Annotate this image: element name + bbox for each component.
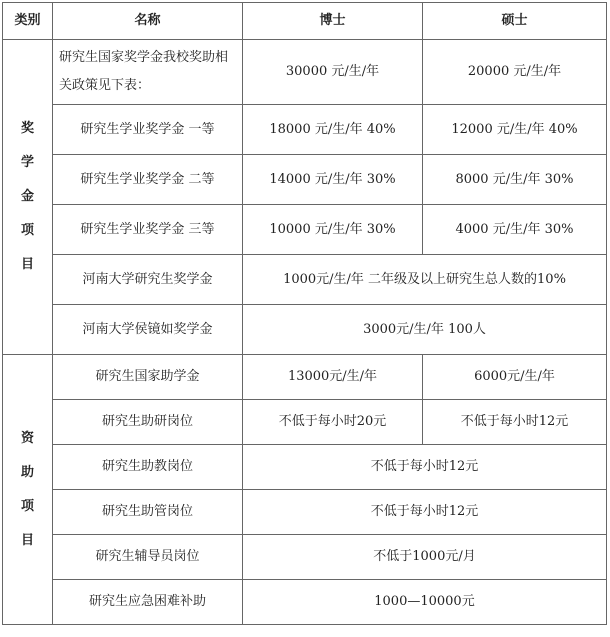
item-name: 研究生辅导员岗位 — [53, 535, 243, 580]
table-row — [3, 355, 607, 400]
item-name: 研究生学业奖学金 二等 — [53, 155, 243, 205]
table-row — [3, 40, 607, 105]
header-master: 硕士 — [423, 3, 607, 40]
table-row — [3, 255, 607, 305]
category-char: 助 — [20, 464, 34, 480]
category-char: 目 — [20, 532, 34, 548]
category-char: 项 — [20, 498, 34, 514]
category-aid — [3, 355, 53, 625]
item-name: 研究生应急困难补助 — [53, 580, 243, 625]
item-name: 河南大学侯镜如奖学金 — [53, 305, 243, 355]
category-scholarship — [3, 40, 53, 355]
category-char: 奖 — [20, 121, 34, 136]
item-name: 研究生学业奖学金 三等 — [53, 205, 243, 255]
header-row — [3, 3, 607, 40]
master-value: 8000 元/生/年 30% — [423, 155, 607, 205]
table-row — [3, 535, 607, 580]
merged-value: 1000—10000元 — [243, 580, 607, 625]
phd-value: 30000 元/生/年 — [243, 40, 423, 105]
table-row — [3, 105, 607, 155]
item-name: 研究生助研岗位 — [53, 400, 243, 445]
category-char: 资 — [20, 430, 34, 446]
header-category: 类别 — [3, 3, 53, 40]
header-phd: 博士 — [243, 3, 423, 40]
master-value: 6000元/生/年 — [423, 355, 607, 400]
master-value: 20000 元/生/年 — [423, 40, 607, 105]
merged-value: 不低于每小时12元 — [243, 490, 607, 535]
table-row — [3, 155, 607, 205]
phd-value: 18000 元/生/年 40% — [243, 105, 423, 155]
item-name: 河南大学研究生奖学金 — [53, 255, 243, 305]
scholarship-aid-table-container — [2, 2, 607, 625]
item-name: 研究生助教岗位 — [53, 445, 243, 490]
category-char: 目 — [20, 257, 34, 272]
item-name: 研究生学业奖学金 一等 — [53, 105, 243, 155]
phd-value: 10000 元/生/年 30% — [243, 205, 423, 255]
table-row — [3, 205, 607, 255]
category-char: 项 — [20, 223, 34, 238]
merged-value: 3000元/生/年 100人 — [243, 305, 607, 355]
item-name: 研究生助管岗位 — [53, 490, 243, 535]
merged-value: 不低于每小时12元 — [243, 445, 607, 490]
item-name: 研究生国家助学金 — [53, 355, 243, 400]
category-char: 学 — [20, 155, 34, 170]
table-row — [3, 490, 607, 535]
phd-value: 14000 元/生/年 30% — [243, 155, 423, 205]
merged-value: 不低于1000元/月 — [243, 535, 607, 580]
scholarship-aid-table — [2, 2, 607, 625]
table-row — [3, 580, 607, 625]
phd-value: 不低于每小时20元 — [243, 400, 423, 445]
table-row — [3, 400, 607, 445]
phd-value: 13000元/生/年 — [243, 355, 423, 400]
item-name: 研究生国家奖学金我校奖助相关政策见下表： — [53, 40, 243, 105]
master-value: 12000 元/生/年 40% — [423, 105, 607, 155]
category-char: 金 — [20, 189, 34, 204]
header-name: 名称 — [53, 3, 243, 40]
table-row — [3, 445, 607, 490]
master-value: 不低于每小时12元 — [423, 400, 607, 445]
table-row — [3, 305, 607, 355]
merged-value: 1000元/生/年 二年级及以上研究生总人数的10% — [243, 255, 607, 305]
master-value: 4000 元/生/年 30% — [423, 205, 607, 255]
